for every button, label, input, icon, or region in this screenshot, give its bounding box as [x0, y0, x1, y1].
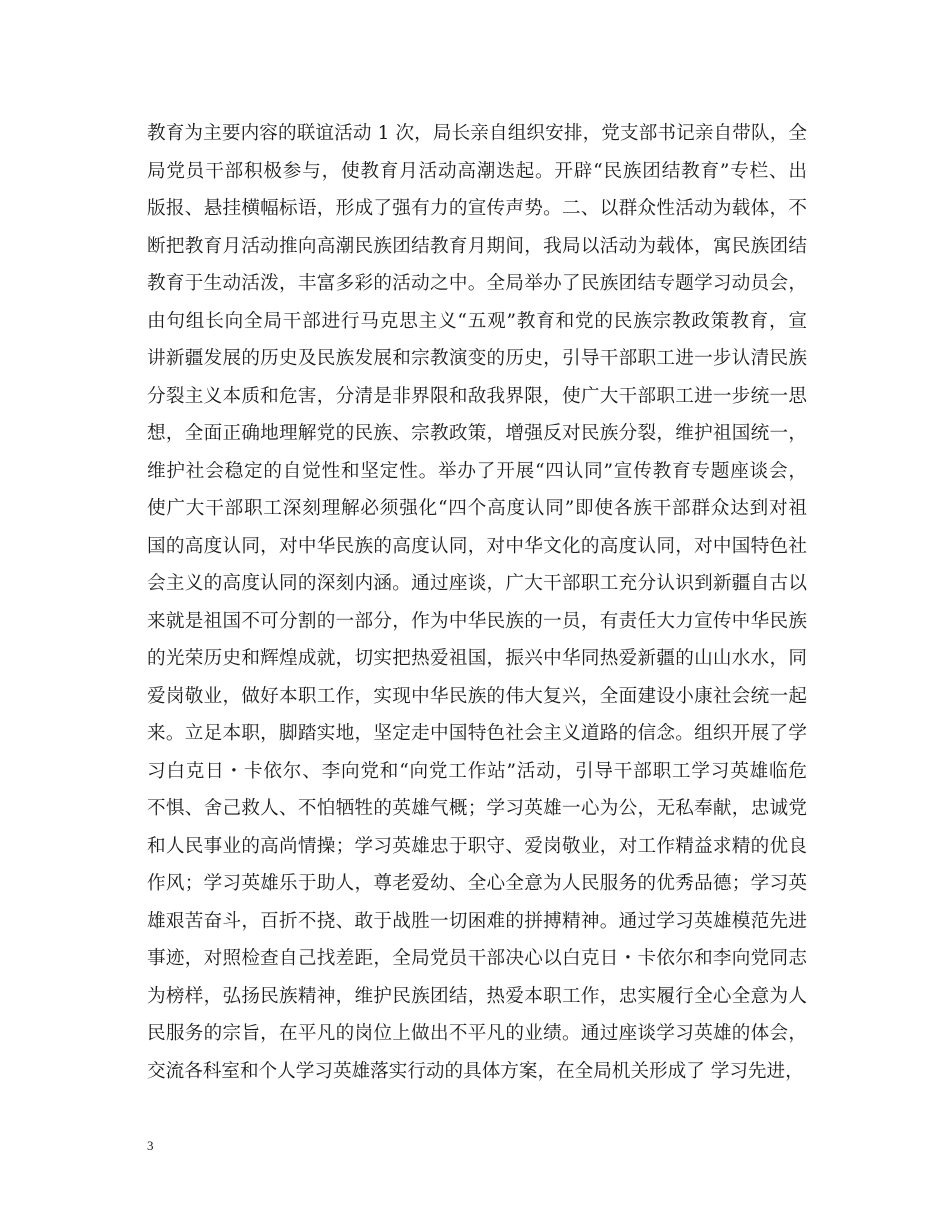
- text-line: 的光荣历史和辉煌成就，切实把热爱祖国，振兴中华同热爱新疆的山山水水，同: [147, 648, 807, 669]
- text-line: 为榜样，弘扬民族精神，维护民族团结，热爱本职工作，忠实履行全心全意为人: [147, 985, 807, 1007]
- text-line: 分裂主义本质和危害，分清是非界限和敌我界限，使广大干部职工进一步统一思: [147, 385, 807, 407]
- text-line: 教育为主要内容的联谊活动 1 次，局长亲自组织安排，党支部书记亲自带队，全: [147, 123, 807, 144]
- text-line: 维护社会稳定的自觉性和坚定性。举办了开展“四认同”宣传教育专题座谈会，: [147, 460, 807, 482]
- text-line: 使广大干部职工深刻理解必须强化“四个高度认同”即使各族干部群众达到对祖: [147, 498, 807, 519]
- text-line: 习白克日・卡依尔、李向党和“向党工作站”活动，引导干部职工学习英雄临危: [147, 760, 807, 782]
- text-line: 断把教育月活动推向高潮民族团结教育月期间，我局以活动为载体，寓民族团结: [147, 235, 807, 257]
- text-line: 民服务的宗旨，在平凡的岗位上做出不平凡的业绩。通过座谈学习英雄的体会，: [147, 1023, 807, 1044]
- page-number: 3: [147, 1138, 154, 1153]
- text-line: 国的高度认同，对中华民族的高度认同，对中华文化的高度认同，对中国特色社: [147, 535, 807, 557]
- text-line: 想，全面正确地理解党的民族、宗教政策，增强反对民族分裂，维护祖国统一，: [147, 423, 807, 444]
- text-line: 来就是祖国不可分割的一部分，作为中华民族的一员，有责任大力宣传中华民族: [147, 610, 807, 632]
- text-line: 局党员干部积极参与，使教育月活动高潮迭起。开辟“民族团结教育”专栏、出: [147, 160, 807, 182]
- text-line: 讲新疆发展的历史及民族发展和宗教演变的历史，引导干部职工进一步认清民族: [147, 348, 807, 369]
- text-line: 爱岗敬业，做好本职工作，实现中华民族的伟大复兴，全面建设小康社会统一起: [147, 685, 807, 707]
- text-line: 事迹，对照检查自己找差距，全局党员干部决心以白克日・卡依尔和李向党同志: [147, 948, 807, 969]
- text-line: 来。立足本职，脚踏实地，坚定走中国特色社会主义道路的信念。组织开展了学: [147, 723, 807, 744]
- text-line: 不惧、舍己救人、不怕牺牲的英雄气概；学习英雄一心为公，无私奉献，忠诚党: [147, 798, 807, 819]
- text-line: 由句组长向全局干部进行马克思主义“五观”教育和党的民族宗教政策教育，宣: [147, 310, 807, 332]
- text-line: 和人民事业的高尚情操；学习英雄忠于职守、爱岗敬业，对工作精益求精的优良: [147, 835, 807, 857]
- text-line: 会主义的高度认同的深刻内涵。通过座谈，广大干部职工充分认识到新疆自古以: [147, 573, 807, 594]
- text-line: 交流各科室和个人学习英雄落实行动的具体方案，在全局机关形成了 学习先进，: [147, 1060, 804, 1082]
- text-line: 版报、悬挂横幅标语，形成了强有力的宣传声势。二、以群众性活动为载体，不: [147, 198, 807, 219]
- text-line: 教育于生动活泼，丰富多彩的活动之中。全局举办了民族团结专题学习动员会，: [147, 273, 807, 294]
- text-line: 作风；学习英雄乐于助人，尊老爱幼、全心全意为人民服务的优秀品德；学习英: [147, 873, 807, 894]
- text-line: 雄艰苦奋斗，百折不挠、敢于战胜一切困难的拼搏精神。通过学习英雄模范先进: [147, 910, 807, 932]
- body-paragraph: [147, 115, 807, 1090]
